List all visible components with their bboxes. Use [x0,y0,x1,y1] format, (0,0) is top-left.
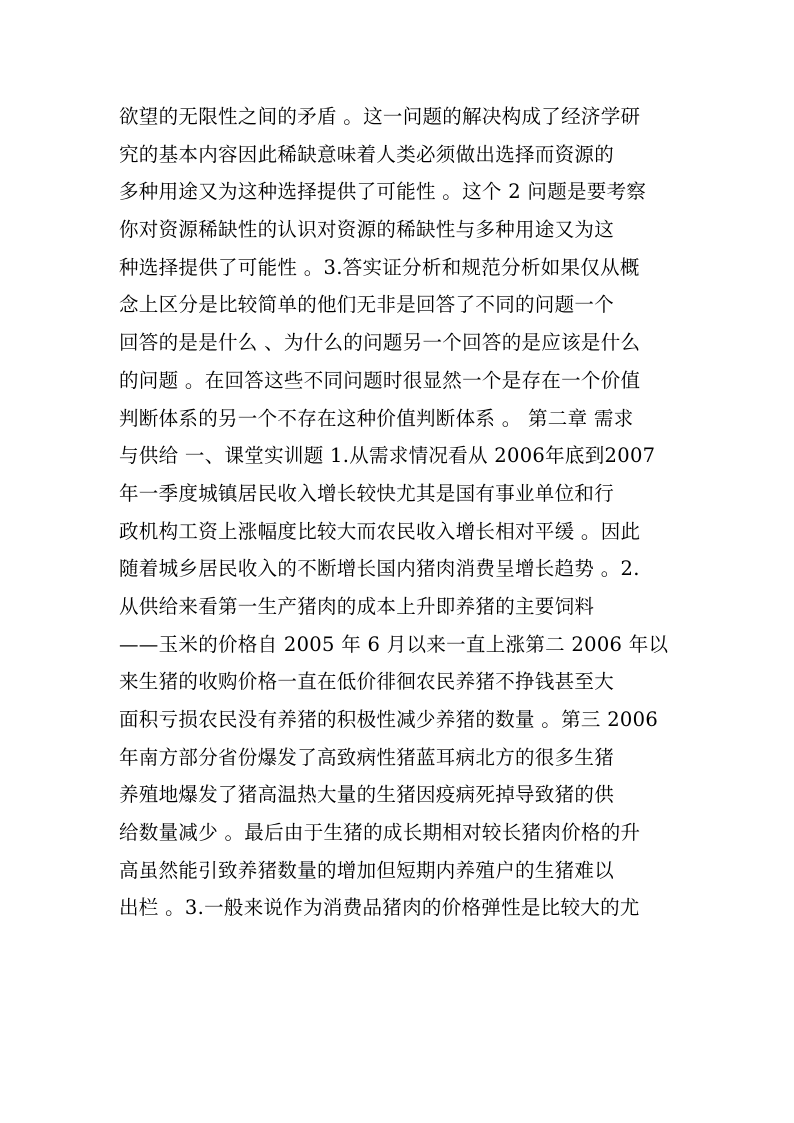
text-line: 高虽然能引致养猪数量的增加但短期内养殖户的生猪难以 [119,858,615,882]
text-line: 来生猪的收购价格一直在低价徘徊农民养猪不挣钱甚至大 [119,670,615,694]
text-line: 年南方部分省份爆发了高致病性猪蓝耳病北方的很多生猪 [119,745,615,769]
text-line: 养殖地爆发了猪高温热大量的生猪因疫病死掉导致猪的供 [119,783,615,807]
text-line: 的问题 。在回答这些不同问题时很显然一个是存在一个价值 [119,368,641,392]
text-line: 随着城乡居民收入的不断增长国内猪肉消费呈增长趋势 。2. [119,557,640,581]
text-line: 你对资源稀缺性的认识对资源的稀缺性与多种用途又为这 [119,218,615,242]
text-line: ——玉米的价格自 2005 年 6 月以来一直上涨第二 2006 年以 [119,632,669,656]
text-line: 判断体系的另一个不存在这种价值判断体系 。 第二章 需求 [119,406,634,430]
text-line: 回答的是是什么 、为什么的问题另一个回答的是应该是什么 [119,331,641,355]
text-line: 政机构工资上涨幅度比较大而农民收入增长相对平缓 。因此 [119,519,641,543]
text-line: 从供给来看第一生产猪肉的成本上升即养猪的主要饲料 [119,594,595,618]
text-line: 给数量减少 。最后由于生猪的成长期相对较长猪肉价格的升 [119,821,641,845]
text-line: 多种用途又为这种选择提供了可能性 。这个 2 问题是要考察 [119,180,647,204]
text-line: 面积亏损农民没有养猪的积极性减少养猪的数量 。第三 2006 [119,708,659,731]
body-text [119,98,699,927]
text-line: 念上区分是比较简单的他们无非是回答了不同的问题一个 [119,293,615,317]
text-line: 种选择提供了可能性 。3.答实证分析和规范分析如果仅从概 [119,255,640,279]
text-line: 究的基本内容因此稀缺意味着人类必须做出选择而资源的 [119,142,615,166]
text-line: 与供给 一、课堂实训题 1.从需求情况看从 2006年底到2007 [119,444,656,468]
text-line: 欲望的无限性之间的矛盾 。这一问题的解决构成了经济学研 [119,105,641,128]
text-line: 出栏 。3.一般来说作为消费品猪肉的价格弹性是比较大的尤 [119,896,640,920]
text-line: 年一季度城镇居民收入增长较快尤其是国有事业单位和行 [119,481,615,505]
